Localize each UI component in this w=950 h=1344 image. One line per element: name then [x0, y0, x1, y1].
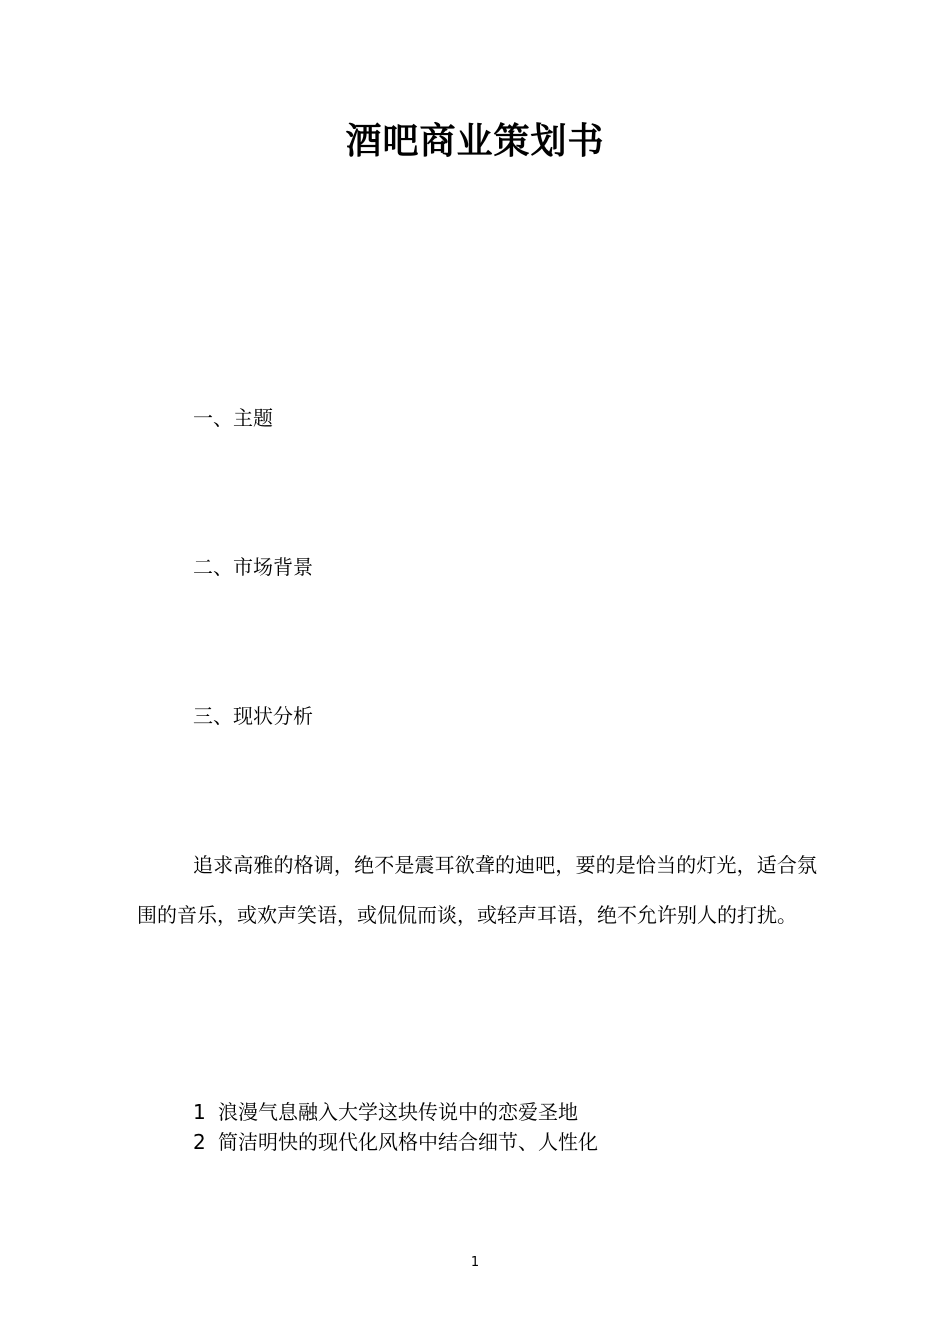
- list-item-text: 简洁明快的现代化风格中结合细节、人性化: [218, 1130, 598, 1154]
- list-item: [193, 1097, 598, 1127]
- list-item-number: 1: [193, 1100, 206, 1124]
- page-number: 1: [470, 1255, 480, 1270]
- section-heading-status-analysis: 三、现状分析: [193, 704, 313, 728]
- numbered-list: [193, 1097, 598, 1157]
- body-paragraph: 追求高雅的格调，绝不是震耳欲聋的迪吧，要的是恰当的灯光，适合氛围的音乐，或欢声笑语，或侃侃而谈，或轻声耳语，绝不允许别人的打扰。: [137, 853, 817, 927]
- list-item: [193, 1127, 598, 1157]
- section-heading-theme: 一、主题: [193, 406, 273, 430]
- list-item-number: 2: [193, 1130, 206, 1154]
- document-title: 酒吧商业策划书: [345, 121, 605, 162]
- section-heading-market-background: 二、市场背景: [193, 555, 313, 579]
- list-item-text: 浪漫气息融入大学这块传说中的恋爱圣地: [218, 1100, 578, 1124]
